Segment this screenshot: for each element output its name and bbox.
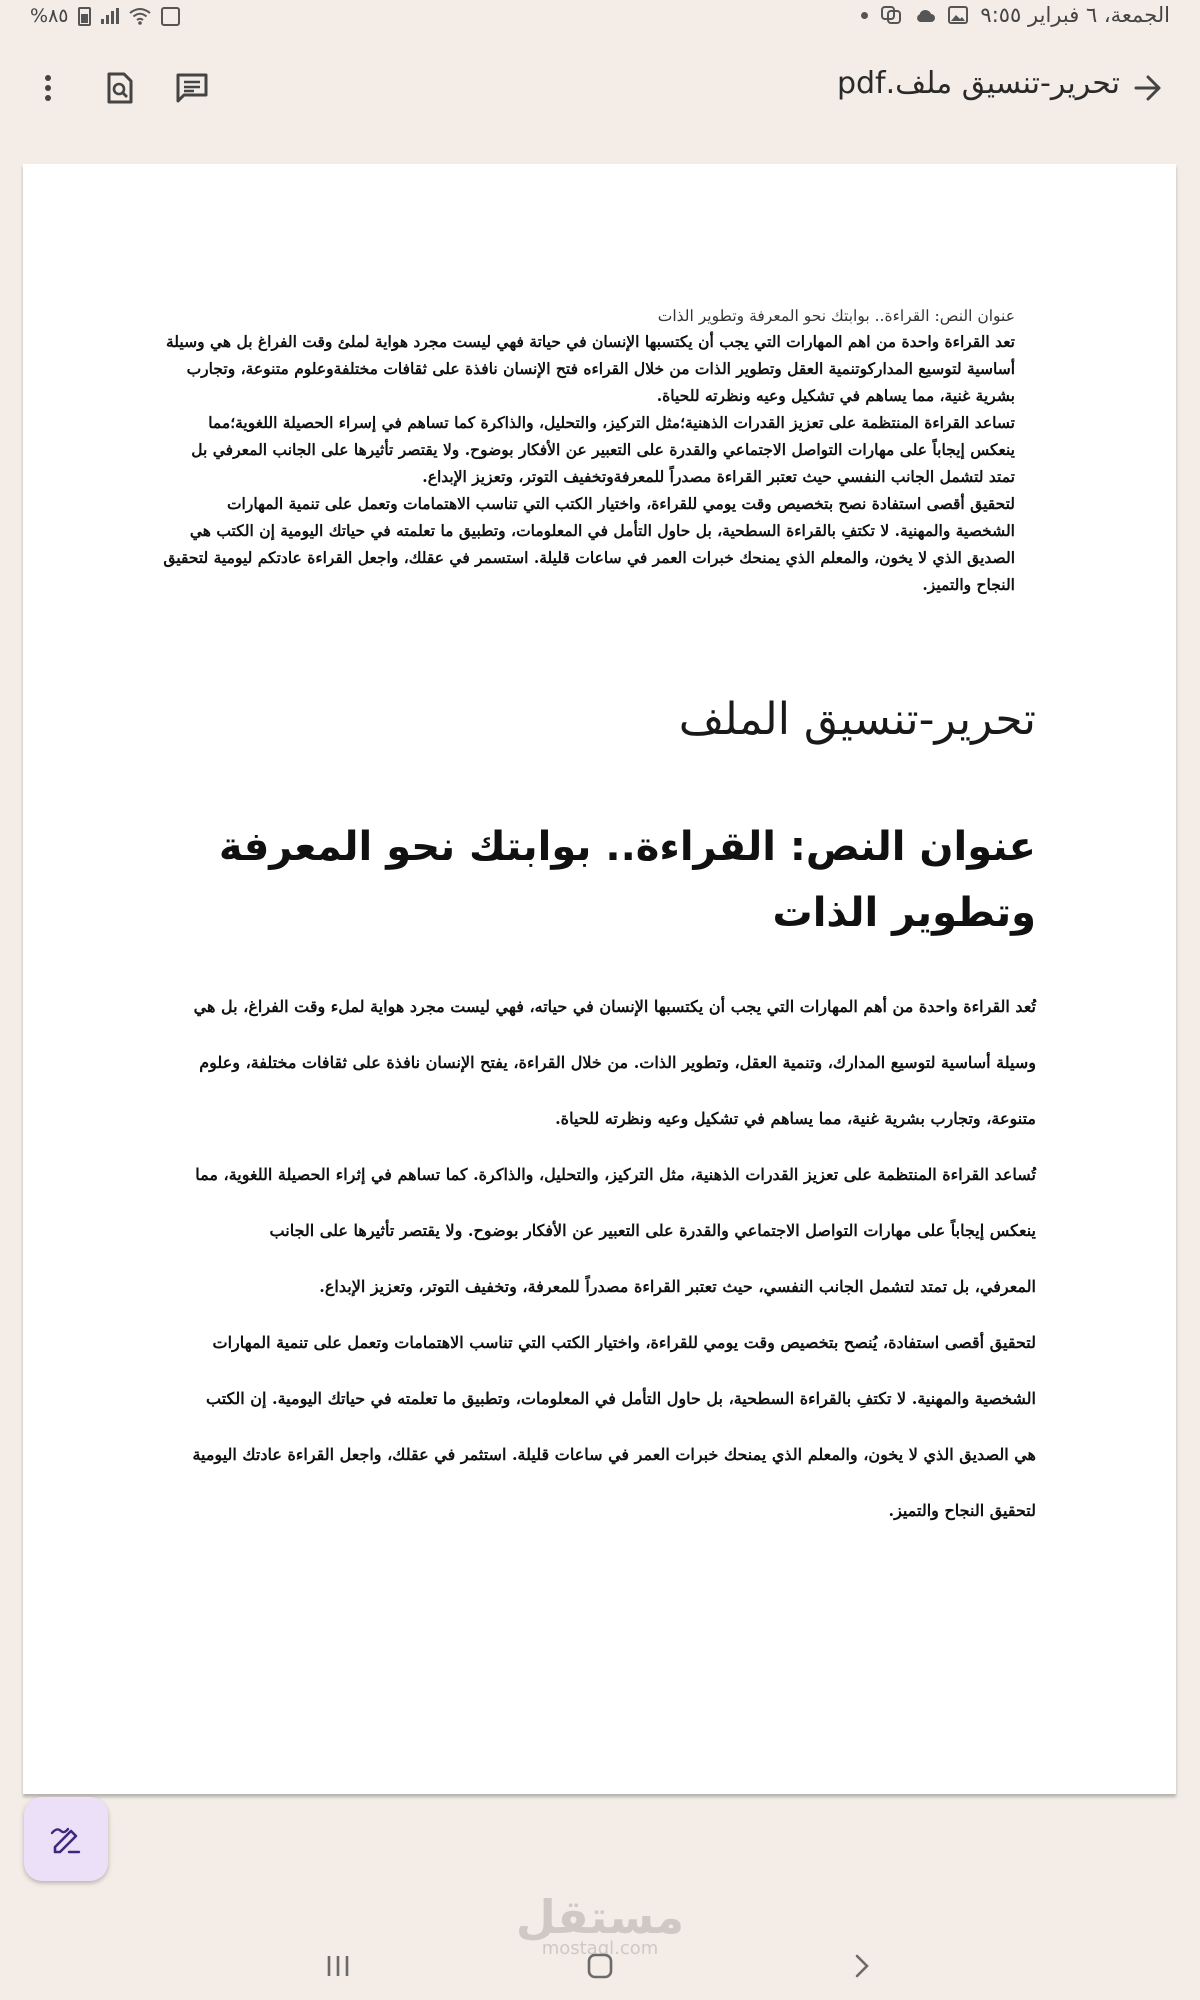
search-in-document-button[interactable] [96, 64, 144, 112]
battery-percent: %٨٥ [30, 5, 69, 27]
chevron-right-icon [854, 1954, 870, 1978]
more-options-button[interactable] [24, 64, 72, 112]
more-vert-icon [43, 74, 53, 102]
formatted-text-section [166, 979, 1036, 1539]
original-text-title: عنوان النص: القراءة.. بوابتك نحو المعرفة وتطوير الذات [657, 307, 1015, 325]
text-line: ينعكس إيجاباً على مهارات التواصل الاجتماعي والقدرة على التعبير عن الأفكار بوضوح. ولا يقتصر تأثيرها على الجانب [269, 1221, 1036, 1240]
app-toolbar [0, 36, 1200, 140]
original-text-section [163, 304, 1015, 598]
document-title: تحرير-تنسيق ملف.pdf [836, 66, 1120, 101]
status-bar [0, 0, 1200, 36]
comment-icon [176, 73, 208, 103]
wifi-icon [129, 7, 151, 25]
pdf-page[interactable] [23, 164, 1176, 1794]
paragraph: تساعد القراءة المنتظمة على تعزيز القدرات الذهنية؛مثل التركيز، والتحليل، والذاكرة كما تساهم في إسراء الحصيلة اللغوية؛مما ينعكس إيجاباً على مهارات التواصل الاجتماعي والقدرة على التعبير عن الأفكار بوضوح. ولا يقتصر تأثيرها على الجانب المعرفي بل تمتد لتشمل الجانب النفسي حيث تعتبر القراءة مصدراً للمعرفةوتخفيف التوتر، وتعزيز الإبداع. [191, 413, 1015, 486]
comments-button[interactable] [168, 64, 216, 112]
arrow-right-icon [1133, 74, 1163, 102]
text-title-heading: عنوان النص: القراءة.. بوابتك نحو المعرفة وتطوير الذات [218, 824, 1036, 936]
text-line: وسيلة أساسية لتوسيع المدارك، وتنمية العقل، وتطوير الذات. من خلال القراءة، يفتح الإنسان نافذة على ثقافات مختلفة، وعلوم [199, 1053, 1036, 1072]
text-line: تُعد القراءة واحدة من أهم المهارات التي يجب أن يكتسبها الإنسان في حياته، فهي ليست مجرد هواية لملء وقت الفراغ، بل هي [193, 997, 1036, 1016]
home-button[interactable] [580, 1946, 620, 1986]
back-nav-button[interactable] [842, 1946, 882, 1986]
edit-fab-button[interactable] [24, 1797, 108, 1881]
gallery-icon [948, 6, 968, 24]
text-line: متنوعة، وتجارب بشرية غنية، مما يساهم في تشكيل وعيه ونظرته للحياة. [555, 1109, 1036, 1128]
text-line: تُساعد القراءة المنتظمة على تعزيز القدرات الذهنية، مثل التركيز، والتحليل، والذاكرة. كما تساهم في إثراء الحصيلة اللغوية، مما [195, 1165, 1036, 1184]
watermark-domain: mostaql.com [541, 1938, 659, 1959]
text-line: لتحقيق أقصى استفادة، يُنصح بتخصيص وقت يومي للقراءة، واختيار الكتب التي تناسب الاهتمامات وتعمل على تنمية المهارات [212, 1333, 1036, 1352]
watermark-logo: مستقل [515, 1890, 685, 1944]
dot-icon [861, 12, 868, 19]
status-icons [30, 5, 180, 27]
edit-pen-icon [49, 1823, 83, 1855]
document-heading: تحرير-تنسيق الملف [678, 694, 1036, 745]
cloud-icon [914, 7, 936, 23]
original-text-body [163, 328, 1015, 598]
document-search-icon [106, 72, 134, 104]
translate-app-icon [880, 5, 902, 25]
text-line: لتحقيق النجاح والتميز. [888, 1501, 1036, 1520]
battery-icon [78, 7, 91, 26]
notification-app-icon [161, 7, 180, 26]
recent-apps-button[interactable] [318, 1946, 358, 1986]
text-line: هي الصديق الذي لا يخون، والمعلم الذي يمنحك خبرات العمر في ساعات قليلة. استثمر في عقلك، واجعل القراءة عادتك اليومية [192, 1445, 1036, 1464]
paragraph: تعد القراءة واحدة من اهم المهارات التي يجب أن يكتسبها الإنسان في حياتة فهي ليست مجرد هواية لملئ وقت الفراغ بل هي وسيلة أساسية لتوسيع المداركوتنمية العقل وتطوير الذات من خلال القراءه فتح الإنسان نافذة على ثقافات مختلفةوعلوم متنوعة، وتجارب بشرية غنية، مما يساهم في تشكيل وعيه ونظرته للحياة. [165, 332, 1015, 405]
status-time [861, 3, 1170, 27]
signal-icon [101, 8, 119, 24]
text-line: الشخصية والمهنية. لا تكتفِ بالقراءة السطحية، بل حاول التأمل في المعلومات، وتطبيق ما تعلمته في حياتك اليومية. إن الكتب [206, 1389, 1036, 1408]
text-line: المعرفي، بل تمتد لتشمل الجانب النفسي، حيث تعتبر القراءة مصدراً للمعرفة، وتخفيف التوتر، وتعزيز الإبداع. [319, 1277, 1036, 1296]
paragraph: لتحقيق أقصى استفادة نصح بتخصيص وقت يومي للقراءة، واختيار الكتب التي تناسب الاهتمامات وتعمل على تنمية المهارات الشخصية والمهنية. لا تكتفِ بالقراءة السطحية، بل حاول التأمل في المعلومات، وتطبيق ما تعلمته في حياتك اليومية إن الكتب هي الصديق الذي لا يخون، والمعلم الذي يمنحك خبرات العمر في ساعات قليلة. استسمر في عقلك، واجعل القراءة عادتكم ليومية لتحقيق النجاح والتميز. [163, 494, 1015, 594]
date-time: الجمعة، ٦ فبراير ٩:٥٥ [980, 3, 1170, 27]
home-icon [587, 1953, 613, 1979]
recents-icon [326, 1955, 350, 1977]
back-button[interactable] [1124, 64, 1172, 112]
system-nav-bar [0, 1928, 1200, 2000]
